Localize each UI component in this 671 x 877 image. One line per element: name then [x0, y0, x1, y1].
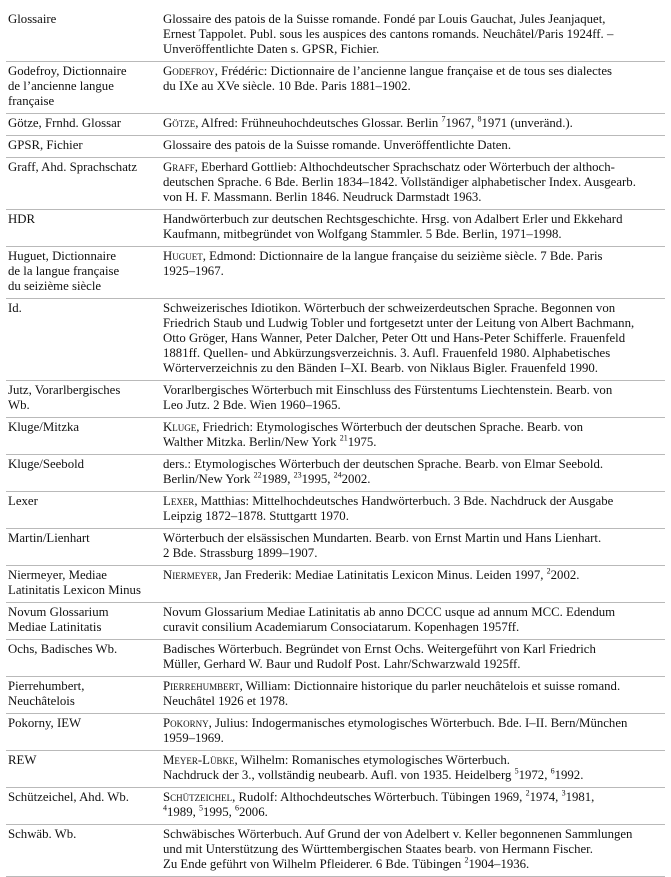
text-segment: , Friedrich: Etymologisches Wörterbuch der deutschen Sprache. Bearb. von — [196, 420, 584, 434]
text-segment: Friedrich Staub und Ludwig Tobler und fortgesetzt unter der Leitung von Albert Bachmann, — [163, 316, 635, 330]
reference-cell — [163, 751, 665, 788]
text-segment: Ernest Tappolet. Publ. sous les auspices des cantons romands. Neuchâtel/Paris 1924ff. – — [163, 27, 614, 41]
text-segment: , Rudolf: Althochdeutsches Wörterbuch. Tübingen 1969, — [232, 790, 526, 804]
reference-cell — [163, 529, 665, 566]
abbreviation-line: Martin/Lienhart — [8, 531, 90, 545]
text-segment: 2002. — [550, 568, 580, 582]
abbreviation-line: Huguet, Dictionnaire — [8, 249, 117, 263]
table-row — [6, 788, 665, 825]
text-segment: Berlin/New York — [163, 472, 254, 486]
text-segment: 1992. — [554, 768, 584, 782]
author-name: Lexer — [163, 494, 195, 508]
abbreviation-line: Neuchâtelois — [8, 694, 75, 708]
reference-line — [163, 27, 665, 42]
abbreviation-line: de la langue française — [8, 264, 120, 278]
table-row — [6, 603, 665, 640]
abbreviation-line: Götze, Frnhd. Glossar — [8, 116, 122, 130]
text-segment: Neuchâtel 1926 et 1978. — [163, 694, 289, 708]
author-name: Kluge — [163, 420, 197, 434]
table-row — [6, 455, 665, 492]
reference-line — [163, 857, 665, 872]
reference-cell — [163, 158, 665, 210]
text-segment: Leo Jutz. 2 Bde. Wien 1960–1965. — [163, 398, 341, 412]
abbreviation-line: Novum Glossarium — [8, 605, 109, 619]
reference-line — [163, 42, 665, 57]
abbreviation-line: Jutz, Vorarlbergisches — [8, 383, 121, 397]
abbreviation-cell — [6, 751, 163, 788]
reference-line — [163, 264, 665, 279]
reference-cell — [163, 62, 665, 114]
edition-superscript: 2 — [525, 788, 530, 798]
text-segment: und mit Unterstützung des Württembergischen Staates bearb. von Hermann Fischer. — [163, 842, 593, 856]
reference-line — [163, 642, 665, 657]
table-row — [6, 492, 665, 529]
reference-cell — [163, 677, 665, 714]
text-segment: , Eberhard Gottlieb: Althochdeutscher Sprachschatz oder Wörterbuch der althoch- — [194, 160, 615, 174]
table-row — [6, 299, 665, 381]
reference-cell — [163, 210, 665, 247]
abbreviation-cell — [6, 418, 163, 455]
table-row — [6, 714, 665, 751]
edition-superscript: 2 — [464, 855, 469, 865]
reference-line — [163, 116, 665, 131]
table-row — [6, 381, 665, 418]
abbreviation-line: de l’ancienne langue — [8, 79, 114, 93]
text-segment: Handwörterbuch zur deutschen Rechtsgeschichte. Hrsg. von Adalbert Erler und Ekkehard — [163, 212, 623, 226]
abbreviation-cell — [6, 455, 163, 492]
reference-line — [163, 605, 665, 620]
abbreviation-line: Pokorny, IEW — [8, 716, 82, 730]
author-name: Graff — [163, 160, 195, 174]
edition-superscript: 24 — [333, 470, 342, 480]
text-segment: 1989, — [167, 805, 199, 819]
text-segment: von H. F. Massmann. Berlin 1846. Neudruck Darmstadt 1963. — [163, 190, 482, 204]
reference-line — [163, 361, 665, 376]
reference-line — [163, 175, 665, 190]
table-row — [6, 825, 665, 877]
abbreviation-line: Schützeichel, Ahd. Wb. — [8, 790, 129, 804]
author-name: Schützeichel — [163, 790, 233, 804]
reference-line — [163, 138, 665, 153]
author-name: Götze — [163, 116, 196, 130]
reference-line — [163, 546, 665, 561]
text-segment: , Jan Frederik: Mediae Latinitatis Lexicon Minus. Leiden 1997, — [218, 568, 547, 582]
abbreviation-line: Kluge/Mitzka — [8, 420, 80, 434]
reference-line — [163, 331, 665, 346]
author-name: Niermeyer — [163, 568, 219, 582]
reference-line — [163, 64, 665, 79]
reference-line — [163, 827, 665, 842]
reference-cell — [163, 418, 665, 455]
edition-superscript: 6 — [235, 803, 239, 813]
reference-line — [163, 212, 665, 227]
reference-cell — [163, 114, 665, 136]
abbreviation-line: Kluge/Seebold — [8, 457, 85, 471]
edition-superscript: 4 — [163, 803, 167, 813]
text-segment: 1989, — [261, 472, 294, 486]
table-row — [6, 10, 665, 62]
text-segment: Wörterbuch der elsässischen Mundarten. Bearb. von Ernst Martin und Hans Lienhart. — [163, 531, 602, 545]
reference-cell — [163, 640, 665, 677]
reference-cell — [163, 788, 665, 825]
edition-superscript: 5 — [514, 766, 519, 776]
reference-line — [163, 160, 665, 175]
reference-cell — [163, 825, 665, 877]
author-name: Pokorny — [163, 716, 209, 730]
text-segment: Glossaire des patois de la Suisse romande. Fondé par Louis Gauchat, Jules Jeanjaquet, — [163, 12, 606, 26]
abbreviation-line: GPSR, Fichier — [8, 138, 83, 152]
reference-line — [163, 190, 665, 205]
text-segment: 1904–1936. — [468, 857, 530, 871]
text-segment: deutschen Sprache. 6 Bde. Berlin 1834–1842. Vollständiger alphabetischer Index. Ausgearb. — [163, 175, 636, 189]
edition-superscript: 22 — [253, 470, 262, 480]
author-name: Pierrehumbert — [163, 679, 240, 693]
abbreviation-cell — [6, 299, 163, 381]
text-segment: , Julius: Indogermanisches etymologisches Wörterbuch. Bde. I–II. Bern/München — [208, 716, 628, 730]
abbreviation-cell — [6, 247, 163, 299]
text-segment: 1972, — [518, 768, 551, 782]
reference-line — [163, 694, 665, 709]
abbreviation-line: REW — [8, 753, 37, 767]
abbreviation-line: Schwäb. Wb. — [8, 827, 77, 841]
text-segment: 1925–1967. — [163, 264, 224, 278]
abbreviation-cell — [6, 825, 163, 877]
abbreviation-line: Graff, Ahd. Sprachschatz — [8, 160, 138, 174]
edition-superscript: 8 — [477, 114, 482, 124]
text-segment: Unveröffentlichte Daten s. GPSR, Fichier. — [163, 42, 380, 56]
abbreviation-line: Lexer — [8, 494, 38, 508]
abbreviation-cell — [6, 114, 163, 136]
table-row — [6, 210, 665, 247]
table-row — [6, 62, 665, 114]
reference-line — [163, 509, 665, 524]
reference-cell — [163, 714, 665, 751]
abbreviation-cell — [6, 381, 163, 418]
text-segment: , William: Dictionnaire historique du parler neuchâtelois et suisse romand. — [239, 679, 621, 693]
author-name: Godefroy — [163, 64, 215, 78]
reference-line — [163, 457, 665, 472]
reference-line — [163, 383, 665, 398]
table-row — [6, 529, 665, 566]
abbreviation-line: Wb. — [8, 398, 30, 412]
text-segment: 1995, — [301, 472, 334, 486]
reference-cell — [163, 299, 665, 381]
abbreviation-line: Ochs, Badisches Wb. — [8, 642, 118, 656]
text-segment: Wörterverzeichnis zu den Bänden I–XI. Bearb. von Niklaus Bigler. Frauenfeld 1990. — [163, 361, 598, 375]
text-segment: du IXe au XVe siècle. 10 Bde. Paris 1881–1902. — [163, 79, 411, 93]
reference-line — [163, 531, 665, 546]
table-row — [6, 158, 665, 210]
reference-line — [163, 679, 665, 694]
abbreviation-cell — [6, 492, 163, 529]
text-segment: Nachdruck der 3., vollständig neubearb. Aufl. von 1935. Heidelberg — [163, 768, 515, 782]
abbreviation-cell — [6, 640, 163, 677]
abbreviation-line: Id. — [8, 301, 22, 315]
abbreviation-line: française — [8, 94, 55, 108]
abbreviation-cell — [6, 158, 163, 210]
reference-line — [163, 568, 665, 583]
reference-cell — [163, 136, 665, 158]
abbreviation-cell — [6, 603, 163, 640]
reference-line — [163, 12, 665, 27]
edition-superscript: 6 — [550, 766, 555, 776]
text-segment: 1981, — [565, 790, 595, 804]
abbreviation-cell — [6, 529, 163, 566]
text-segment: Badisches Wörterbuch. Begründet von Ernst Ochs. Weitergeführt von Karl Friedrich — [163, 642, 596, 656]
table-row — [6, 114, 665, 136]
text-segment: 1881ff. Quellen- und Abkürzungsverzeichnis. 3. Aufl. Frauenfeld 1980. Alphabetisches — [163, 346, 611, 360]
abbreviation-cell — [6, 677, 163, 714]
text-segment: Otto Gröger, Hans Wanner, Peter Dalcher, Peter Ott und Hans-Peter Schifferle. Frauenfeld — [163, 331, 626, 345]
abbreviation-cell — [6, 788, 163, 825]
table-row — [6, 136, 665, 158]
edition-superscript: 7 — [441, 114, 446, 124]
text-segment: 1995, — [203, 805, 235, 819]
text-segment: Glossaire des patois de la Suisse romande. Unveröffentlichte Daten. — [163, 138, 512, 152]
author-name: Meyer-Lübke — [163, 753, 235, 767]
text-segment: 1974, — [529, 790, 562, 804]
text-segment: curavit consilium Academiarum Consociatarum. Kopenhagen 1957ff. — [163, 620, 520, 634]
reference-cell — [163, 381, 665, 418]
reference-line — [163, 79, 665, 94]
edition-superscript: 21 — [339, 433, 348, 443]
abbreviation-line: Mediae Latinitatis — [8, 620, 102, 634]
reference-line — [163, 494, 665, 509]
abbreviation-line: Pierrehumbert, — [8, 679, 85, 693]
reference-cell — [163, 455, 665, 492]
reference-cell — [163, 603, 665, 640]
text-segment: 1959–1969. — [163, 731, 224, 745]
abbreviation-line: Godefroy, Dictionnaire — [8, 64, 127, 78]
table-row — [6, 677, 665, 714]
reference-line — [163, 346, 665, 361]
text-segment: 2 Bde. Strassburg 1899–1907. — [163, 546, 318, 560]
text-segment: Walther Mitzka. Berlin/New York — [163, 435, 340, 449]
reference-line — [163, 805, 665, 820]
reference-line — [163, 227, 665, 242]
abbreviation-cell — [6, 714, 163, 751]
text-segment: , Matthias: Mittelhochdeutsches Handwörterbuch. 3 Bde. Nachdruck der Ausgabe — [194, 494, 614, 508]
table-row — [6, 247, 665, 299]
text-segment: , Wilhelm: Romanisches etymologisches Wörterbuch. — [234, 753, 510, 767]
abbreviation-line: Latinitatis Lexicon Minus — [8, 583, 141, 597]
text-segment: , Alfred: Frühneuhochdeutsches Glossar. Berlin — [195, 116, 442, 130]
reference-line — [163, 316, 665, 331]
abbreviation-line: Niermeyer, Mediae — [8, 568, 107, 582]
text-segment: Schwäbisches Wörterbuch. Auf Grund der von Adelbert v. Keller begonnenen Sammlungen — [163, 827, 633, 841]
reference-cell — [163, 492, 665, 529]
text-segment: Zu Ende geführt von Wilhelm Pfleiderer. 6 Bde. Tübingen — [163, 857, 465, 871]
text-segment: 1975. — [347, 435, 377, 449]
text-segment: Schweizerisches Idiotikon. Wörterbuch der schweizerdeutschen Sprache. Begonnen von — [163, 301, 616, 315]
abbreviation-rows — [6, 10, 665, 877]
reference-line — [163, 842, 665, 857]
abbreviation-cell — [6, 10, 163, 62]
text-segment: , Frédéric: Dictionnaire de l’ancienne langue française et de tous ses dialectes — [214, 64, 612, 78]
table-row — [6, 418, 665, 455]
reference-line — [163, 472, 665, 487]
reference-cell — [163, 10, 665, 62]
reference-cell — [163, 247, 665, 299]
text-segment: 2002. — [341, 472, 371, 486]
abbreviation-line: Glossaire — [8, 12, 57, 26]
edition-superscript: 23 — [293, 470, 302, 480]
table-row — [6, 566, 665, 603]
reference-line — [163, 301, 665, 316]
table-row — [6, 751, 665, 788]
text-segment: ders.: Etymologisches Wörterbuch der deutschen Sprache. Bearb. von Elmar Seebold. — [163, 457, 604, 471]
table-row — [6, 640, 665, 677]
reference-line — [163, 657, 665, 672]
abbreviation-cell — [6, 62, 163, 114]
abbreviation-table — [6, 10, 665, 877]
edition-superscript: 2 — [546, 566, 551, 576]
reference-line — [163, 398, 665, 413]
reference-line — [163, 753, 665, 768]
reference-line — [163, 768, 665, 783]
text-segment: Kaufmann, mitbegründet von Wolfgang Stammler. 5 Bde. Berlin, 1971–1998. — [163, 227, 562, 241]
edition-superscript: 3 — [561, 788, 566, 798]
text-segment: Müller, Gerhard W. Baur und Rudolf Post. Lahr/Schwarzwald 1925ff. — [163, 657, 521, 671]
text-segment: Novum Glossarium Mediae Latinitatis ab anno DCCC usque ad annum MCC. Edendum — [163, 605, 616, 619]
text-segment: , Edmond: Dictionnaire de la langue française du seizième siècle. 7 Bde. Paris — [202, 249, 603, 263]
text-segment: Vorarlbergisches Wörterbuch mit Einschluss des Fürstentums Liechtenstein. Bearb. von — [163, 383, 613, 397]
reference-line — [163, 249, 665, 264]
abbreviation-line: HDR — [8, 212, 36, 226]
abbreviation-cell — [6, 210, 163, 247]
text-segment: 1971 (unveränd.). — [481, 116, 573, 130]
reference-line — [163, 420, 665, 435]
abbreviation-line: du seizième siècle — [8, 279, 102, 293]
reference-line — [163, 731, 665, 746]
edition-superscript: 5 — [199, 803, 203, 813]
text-segment: 2006. — [239, 805, 268, 819]
reference-line — [163, 620, 665, 635]
text-segment: Leipzig 1872–1878. Stuttgartt 1970. — [163, 509, 349, 523]
abbreviation-cell — [6, 136, 163, 158]
author-name: Huguet — [163, 249, 203, 263]
reference-cell — [163, 566, 665, 603]
reference-line — [163, 435, 665, 450]
text-segment: 1967, — [445, 116, 478, 130]
abbreviation-cell — [6, 566, 163, 603]
reference-line — [163, 716, 665, 731]
